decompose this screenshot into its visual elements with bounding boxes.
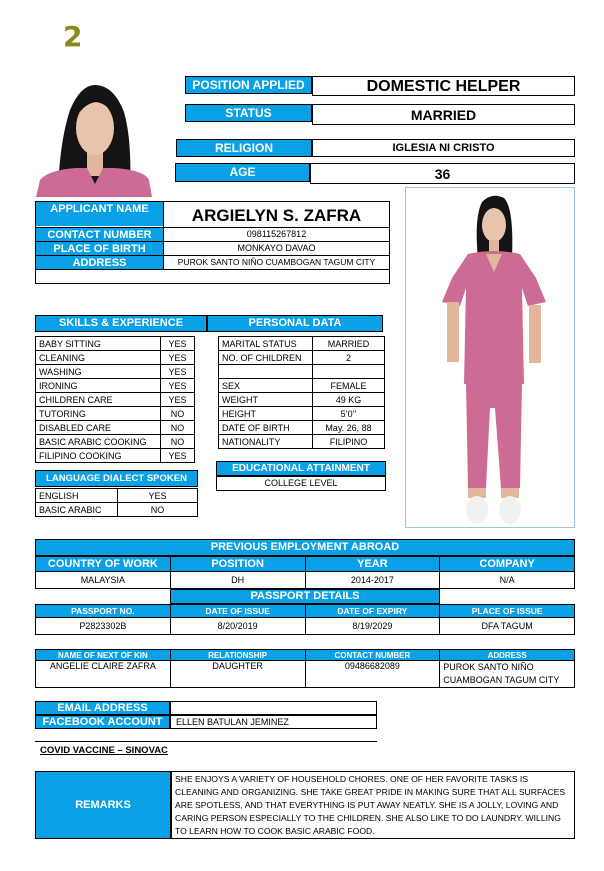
personal-data-label: WEIGHT — [219, 393, 313, 407]
skill-name: BABY SITTING — [36, 337, 161, 351]
employment-cell: DH — [170, 572, 305, 589]
kin-cell: 09486682089 — [305, 661, 440, 688]
language-section-header: LANGUAGE DIALECT SPOKEN — [35, 470, 198, 487]
position-applied-value: DOMESTIC HELPER — [312, 76, 575, 96]
contact-number-value: 098115267812 — [163, 227, 389, 241]
contact-number-label: CONTACT NUMBER — [36, 227, 163, 241]
employment-column-header: COMPANY — [440, 557, 575, 572]
personal-data-row — [219, 379, 385, 393]
passport-column-header: PLACE OF ISSUE — [440, 605, 575, 618]
skill-value: YES — [161, 449, 195, 463]
employment-cell: MALAYSIA — [36, 572, 171, 589]
status-value: MARRIED — [312, 104, 575, 125]
kin-column-header: CONTACT NUMBER — [305, 650, 440, 661]
next-of-kin-row — [36, 661, 575, 688]
applicant-name-value: ARGIELYN S. ZAFRA — [163, 202, 389, 227]
divider-line — [35, 741, 377, 742]
kin-cell: ANGELIE CLAIRE ZAFRA — [36, 661, 171, 688]
personal-data-row — [219, 337, 385, 351]
personal-data-label: HEIGHT — [219, 407, 313, 421]
skill-name: DISABLED CARE — [36, 421, 161, 435]
passport-cell: 8/19/2029 — [305, 618, 440, 635]
personal-data-row — [219, 407, 385, 421]
passport-cell: DFA TAGUM — [440, 618, 575, 635]
skill-row — [36, 337, 195, 351]
education-value: COLLEGE LEVEL — [216, 476, 386, 491]
passport-column-header: DATE OF ISSUE — [170, 605, 305, 618]
skill-row — [36, 421, 195, 435]
employment-column-header: YEAR — [305, 557, 440, 572]
personal-data-label: MARITAL STATUS — [219, 337, 313, 351]
passport-table — [35, 604, 575, 635]
skill-value: YES — [161, 351, 195, 365]
skill-row — [36, 365, 195, 379]
address-label: ADDRESS — [36, 255, 163, 269]
applicant-name-label: APPLICANT NAME — [36, 202, 163, 226]
passport-column-header: PASSPORT NO. — [36, 605, 171, 618]
employment-cell: N/A — [440, 572, 575, 589]
personal-data-label: NO. OF CHILDREN — [219, 351, 313, 365]
language-table — [35, 488, 198, 517]
skill-value: NO — [161, 435, 195, 449]
next-of-kin-table — [35, 649, 575, 688]
facebook-account-value: ELLEN BATULAN JEMINEZ — [170, 715, 377, 729]
language-row — [36, 503, 198, 517]
religion-label: RELIGION — [176, 139, 312, 157]
personal-data-label: SEX — [219, 379, 313, 393]
skill-row — [36, 435, 195, 449]
personal-data-value: FILIPINO — [313, 435, 385, 449]
personal-data-row — [219, 393, 385, 407]
skill-value: YES — [161, 337, 195, 351]
employment-table — [35, 556, 575, 589]
place-of-birth-value: MONKAYO DAVAO — [163, 241, 389, 255]
language-row — [36, 489, 198, 503]
headshot-photo — [36, 80, 152, 197]
language-name: BASIC ARABIC — [36, 503, 118, 517]
full-body-photo — [405, 187, 575, 528]
personal-data-row — [219, 421, 385, 435]
employment-column-header: POSITION — [170, 557, 305, 572]
address-value: PUROK SANTO NIÑO CUAMBOGAN TAGUM CITY — [163, 255, 389, 269]
language-value: YES — [118, 489, 198, 503]
skill-row — [36, 393, 195, 407]
personal-data-label — [219, 365, 313, 379]
education-section-header: EDUCATIONAL ATTAINMENT — [216, 461, 386, 476]
skill-name: CHILDREN CARE — [36, 393, 161, 407]
passport-cell: 8/20/2019 — [170, 618, 305, 635]
employment-section-header: PREVIOUS EMPLOYMENT ABROAD — [35, 539, 575, 556]
personal-data-value: MARRIED — [313, 337, 385, 351]
email-address-value — [170, 701, 377, 715]
personal-data-table — [218, 336, 385, 449]
skill-value: YES — [161, 365, 195, 379]
remarks-text: SHE ENJOYS A VARIETY OF HOUSEHOLD CHORES. ONE OF HER FAVORITE TASKS IS CLEANING AND ORGANIZING. SHE TAKE GREAT PRIDE IN MAKING SURE THAT ALL SURFACES ARE SPOTLESS, AND THAT EVERYTHING IS PUT AWAY NEATLY. SHE IS A JOLLY, LOVING AND CARING PERSON ESPECIALLY TO THE CHILDREN. SHE ALSO LIKE TO DO LAUNDRY. WILLING TO LEARN HOW TO COOK BASIC ARABIC FOOD. — [171, 771, 575, 839]
skill-name: IRONING — [36, 379, 161, 393]
skill-row — [36, 351, 195, 365]
personal-data-label: NATIONALITY — [219, 435, 313, 449]
personal-data-value — [313, 365, 385, 379]
personal-data-value: May. 26, 88 — [313, 421, 385, 435]
employment-row — [36, 572, 575, 589]
position-applied-label: POSITION APPLIED — [185, 76, 312, 94]
personal-data-value: 49 KG — [313, 393, 385, 407]
skills-section-header: SKILLS & EXPERIENCE — [35, 315, 207, 332]
kin-cell: DAUGHTER — [170, 661, 305, 688]
skill-value: YES — [161, 379, 195, 393]
personal-data-row — [219, 351, 385, 365]
personal-data-row — [219, 435, 385, 449]
age-label: AGE — [175, 163, 310, 182]
place-of-birth-label: PLACE OF BIRTH — [36, 241, 163, 255]
skills-table — [35, 336, 195, 463]
personal-data-row — [219, 365, 385, 379]
skill-name: FILIPINO COOKING — [36, 449, 161, 463]
personal-data-label: DATE OF BIRTH — [219, 421, 313, 435]
employment-column-header: COUNTRY OF WORK — [36, 557, 171, 572]
skill-value: YES — [161, 393, 195, 407]
facebook-account-label: FACEBOOK ACCOUNT — [35, 715, 170, 729]
religion-value: IGLESIA NI CRISTO — [312, 139, 575, 157]
kin-column-header: NAME OF NEXT OF KIN — [36, 650, 171, 661]
page-number: 2 — [63, 20, 83, 53]
kin-cell: PUROK SANTO NIÑO CUAMBOGAN TAGUM CITY — [440, 661, 575, 688]
passport-cell: P2823302B — [36, 618, 171, 635]
applicant-block-divider — [36, 269, 389, 270]
skill-row — [36, 407, 195, 421]
language-name: ENGLISH — [36, 489, 118, 503]
personal-data-value: 2 — [313, 351, 385, 365]
age-value: 36 — [310, 163, 575, 184]
skill-row — [36, 379, 195, 393]
passport-section-header: PASSPORT DETAILS — [170, 589, 440, 604]
skill-value: NO — [161, 407, 195, 421]
kin-column-header: ADDRESS — [440, 650, 575, 661]
covid-vaccine-text: COVID VACCINE – SINOVAC — [40, 745, 168, 756]
skill-name: WASHING — [36, 365, 161, 379]
personal-data-section-header: PERSONAL DATA — [207, 315, 383, 332]
skill-name: CLEANING — [36, 351, 161, 365]
email-address-label: EMAIL ADDRESS — [35, 701, 170, 715]
passport-column-header: DATE OF EXPIRY — [305, 605, 440, 618]
passport-row — [36, 618, 575, 635]
skill-name: TUTORING — [36, 407, 161, 421]
personal-data-value: FEMALE — [313, 379, 385, 393]
status-label: STATUS — [185, 104, 312, 122]
language-value: NO — [118, 503, 198, 517]
employment-cell: 2014-2017 — [305, 572, 440, 589]
skill-name: BASIC ARABIC COOKING — [36, 435, 161, 449]
remarks-label: REMARKS — [35, 771, 171, 839]
skill-value: NO — [161, 421, 195, 435]
personal-data-value: 5’0’’ — [313, 407, 385, 421]
skill-row — [36, 449, 195, 463]
kin-column-header: RELATIONSHIP — [170, 650, 305, 661]
